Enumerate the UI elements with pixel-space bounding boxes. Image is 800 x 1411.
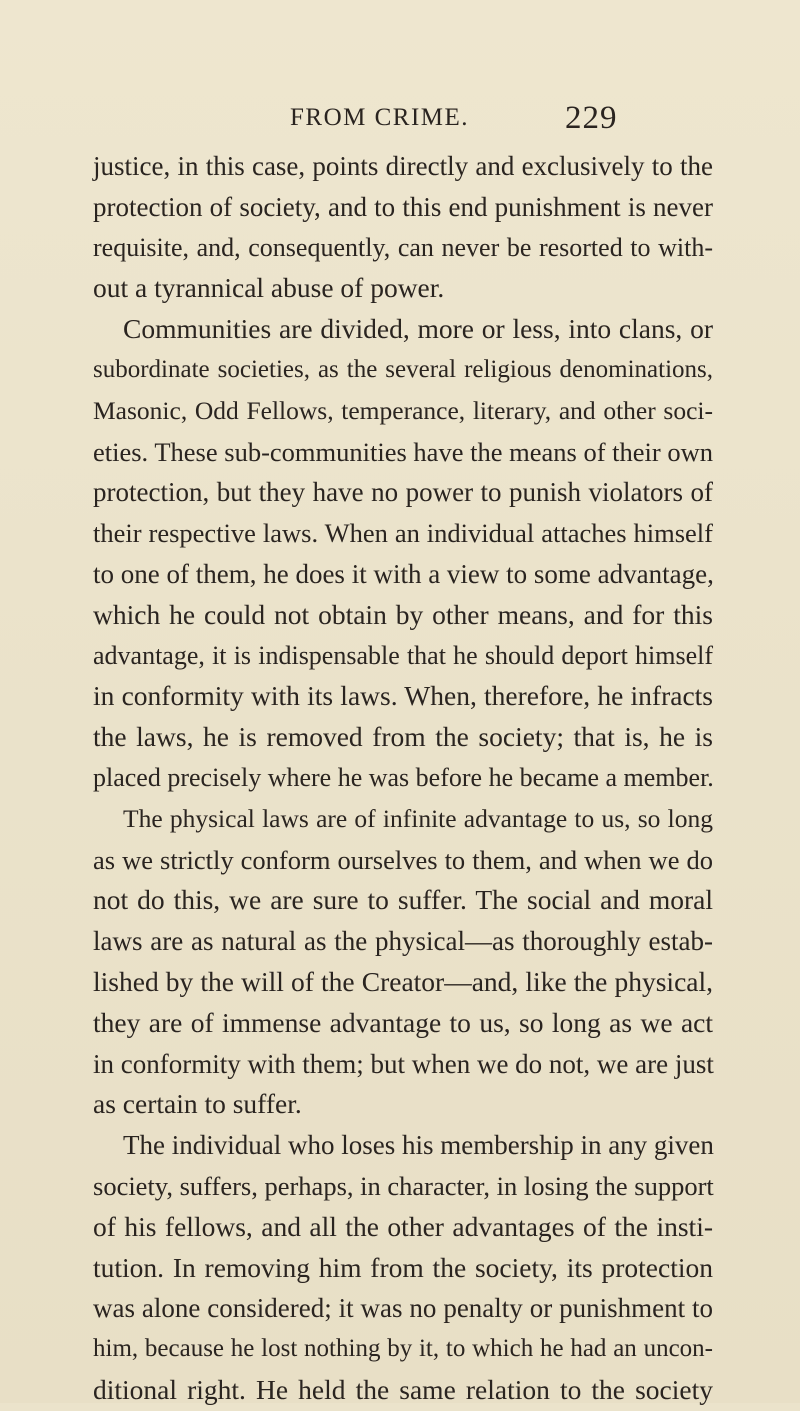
text-line: eties. These sub-communities have the means of their own [93, 436, 713, 467]
text-line: Masonic, Odd Fellows, temperance, literary, and other soci- [93, 395, 713, 425]
text-line: society, suffers, perhaps, in character, in losing the support [93, 1170, 714, 1201]
text-line: in conformity with its laws. When, therefore, he infracts [93, 680, 713, 712]
text-line: as we strictly conform ourselves to them, and when we do [93, 844, 713, 875]
text-line: in conformity with them; but when we do not, we are just [93, 1048, 714, 1079]
running-head [0, 100, 800, 140]
text-line: laws are as natural as the physical—as thoroughly estab- [93, 926, 713, 957]
body-text [93, 146, 713, 1411]
text-line: Communities are divided, more or less, into clans, or [123, 313, 713, 345]
text-line: they are of immense advantage to us, so long as we act [93, 1006, 713, 1038]
text-line: out a tyrannical abuse of power. [93, 272, 445, 304]
text-line: advantage, it is indispensable that he should deport himself [93, 640, 713, 670]
text-line: subordinate societies, as the several religious denominations, [93, 355, 713, 383]
text-line: protection, but they have no power to punish violators of [93, 477, 713, 508]
text-line: their respective laws. When an individual attaches himself [93, 518, 713, 549]
text-line: placed precisely where he was before he became a member. [93, 762, 714, 792]
text-line: requisite, and, consequently, can never be resorted to with- [93, 232, 713, 262]
text-line: to one of them, he does it with a view to some advantage, [93, 558, 714, 589]
text-line: justice, in this case, points directly and exclusively to the [93, 151, 713, 181]
text-line: which he could not obtain by other means, and for this [93, 598, 713, 630]
text-line: tution. In removing him from the society, its protection [93, 1251, 713, 1283]
text-line: The individual who loses his membership in any given [123, 1130, 714, 1161]
text-line: The physical laws are of infinite advantage to us, so long [123, 803, 713, 833]
text-line: was alone considered; it was no penalty or punishment to [93, 1293, 713, 1324]
text-line: the laws, he is removed from the society; that is, he is [93, 721, 713, 753]
text-line: ditional right. He held the same relation to the society [93, 1373, 713, 1405]
text-line: of his fellows, and all the other advantages of the insti- [93, 1210, 713, 1242]
running-title: FROM CRIME. [290, 104, 470, 131]
text-line: as certain to suffer. [93, 1088, 302, 1120]
text-line: not do this, we are sure to suffer. The social and moral [93, 884, 713, 916]
text-line: him, because he lost nothing by it, to which he had an uncon- [93, 1335, 713, 1363]
text-line: protection of society, and to this end punishment is never [93, 191, 713, 222]
page-number: 229 [565, 100, 618, 136]
text-line: lished by the will of the Creator—and, like the physical, [93, 965, 713, 997]
